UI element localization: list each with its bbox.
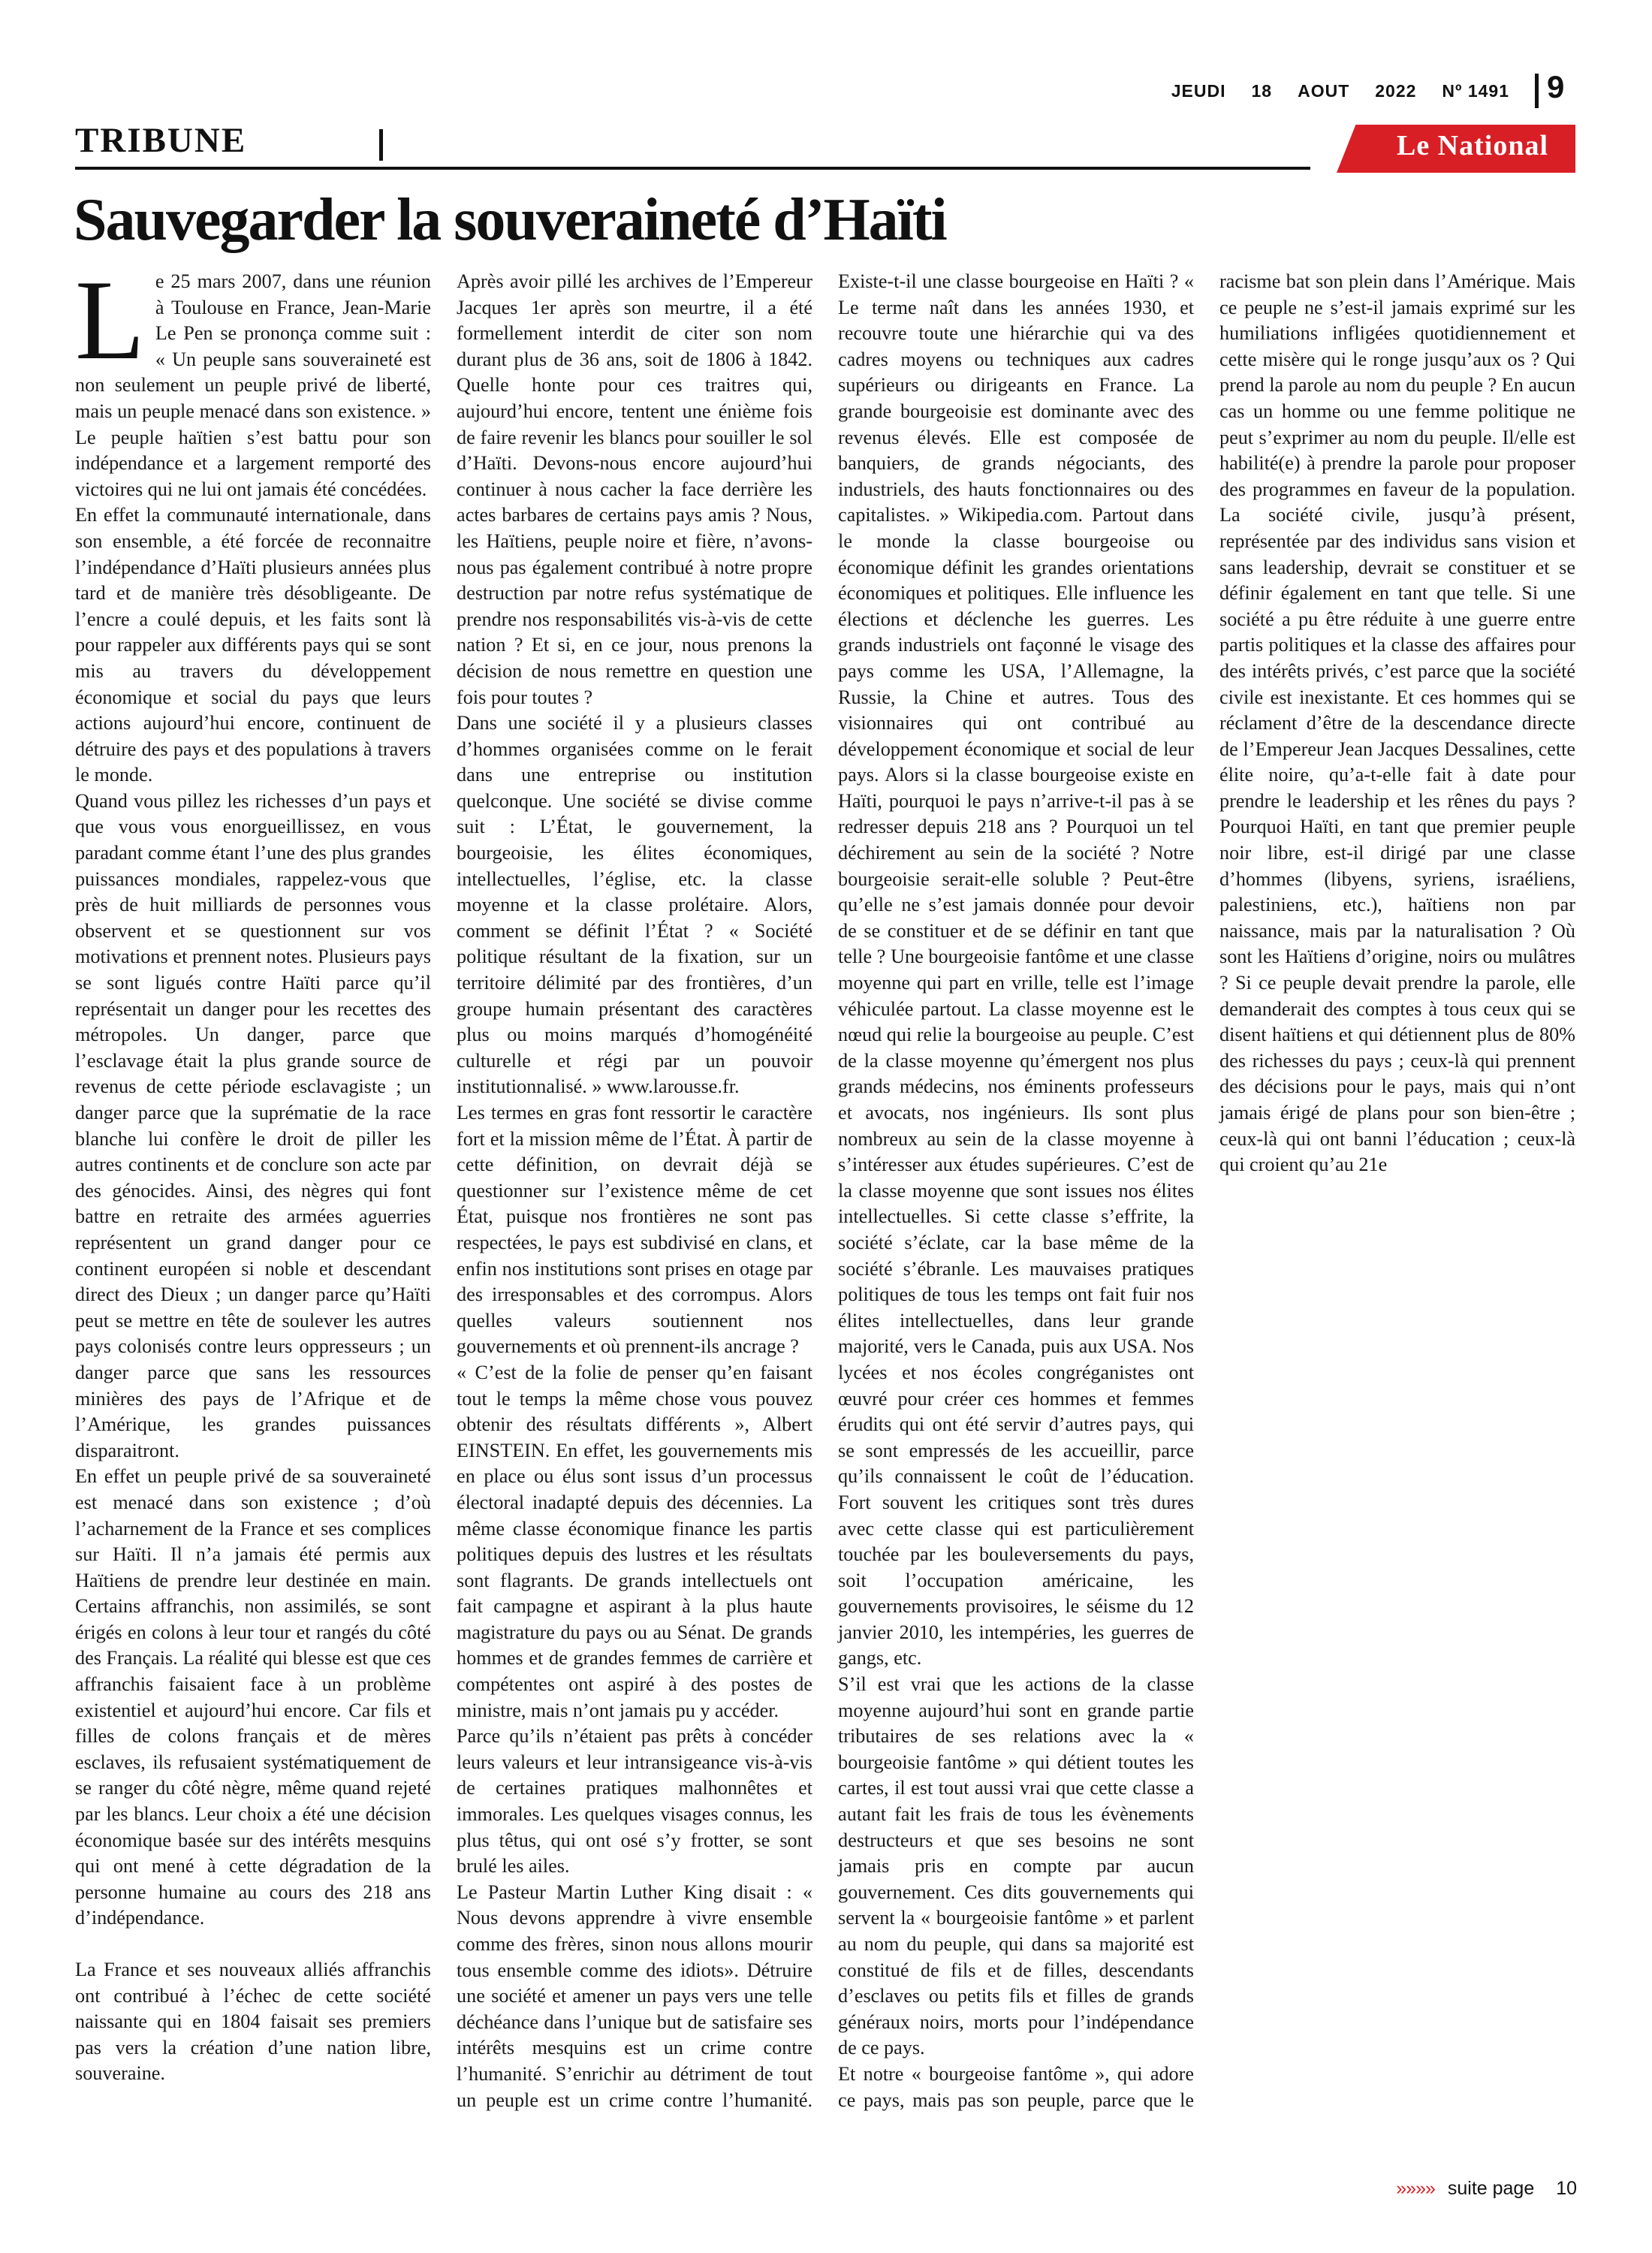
continuation-text: suite page bbox=[1447, 2178, 1535, 2199]
article-paragraph: Le Pasteur Martin Luther King disait : « Nous devons apprendre à vivre ensemble comme des frères, sinon nous allons mourir tous ensemble comme des idiots». Détruire une société et amener un pays vers une telle déchéance dans l’unique but de satisfaire ses intérêts mesquins est un crime contre l’humanité. S’enrichir au détriment de tout un peuple est un crime contre l’humanité. Existe-t-il une classe bourgeoise en Haïti ? « Le terme naît dans les années 1930, et recouvre toute une hiérarchie qui va des cadres moyens ou techniques aux cadres supérieurs ou dirigeants en France. La grande bourgeoisie est dominante avec des revenus élevés. Elle est composée de banquiers, de grands négociants, des industriels, des hauts fonctionnaires ou des capitalistes. » Wikipedia.com. Partout dans le monde la classe bourgeoise ou économique définit les grandes orientations économiques et politiques. Elle influence les élections et déclenche les guerres. Les grands industriels ont façonné le visage des pays comme les USA, l’Allemagne, la Russie, la Chine et autres. Tous des visionnaires qui ont contribué au développement économique et social de leur pays. Alors si la classe bourgeoise existe en Haïti, pourquoi le pays n’arrive-t-il pas à se redresser depuis 218 ans ? Pourquoi un tel déchirement au sein de la société ? Notre bourgeoisie serait-elle soluble ? Peut-être qu’elle ne s’est jamais donnée pour devoir de se constituer et de se définir en tant que telle ? Une bourgeoisie fantôme et une classe moyenne qui part en vrille, telle est l’image véhiculée partout. La classe moyenne est le nœud qui relie la bourgeoise au peuple. C’est de la classe moyenne qu’émergent nos plus grands médecins, nos éminents professeurs et avocats, nos ingénieurs. Ils sont plus nombreux au sein de la classe moyenne à s’intéresser aux études supérieures. C’est de la classe moyenne que sont issues nos élites intellectuelles. Si cette classe s’effrite, la société s’éclate, car la base même de la société s’ébranle. Les mauvaises pratiques politiques de tous les temps ont fait fuir nos élites intellectuelles, dans leur grande majorité, vers le Canada, puis aux USA. Nos lycées et nos écoles congréganistes ont œuvré pour créer ces hommes et femmes érudits qui ont été servir d’autres pays, qui se sont empressés de les accueillir, parce qu’ils connaissent le coût de l’éducation. Fort souvent les critiques sont très dures avec cette classe qui est particulièrement touchée par les bouleversements du pays, soit l’occupation américaine, les gouvernements provisoires, le séisme du 12 janvier 2010, les intempéries, les guerres de gangs, etc. bbox=[457, 270, 1194, 2111]
article-paragraph: S’il est vrai que les actions de la classe moyenne aujourd’hui sont en grande partie tributaires de ses relations avec la « bourgeoisie fantôme » qui détient toutes les cartes, il est tout aussi vrai que cette classe a autant fait les frais de tous les évènements destructeurs et que ses besoins ne sont jamais pris en compte par aucun gouvernement. Ces dits gouvernements qui servent la « bourgeoisie fantôme » et parlent au nom du peuple, qui dans sa majorité est constitué de fils et de filles, descendants d’esclaves ou petits fils et filles de grands généraux noirs, morts pour l’indépendance de ce pays. bbox=[838, 1673, 1194, 2059]
article-paragraph bbox=[75, 257, 431, 502]
paragraph-text: e 25 mars 2007, dans une réunion à Toulouse en France, Jean-Marie Le Pen se prononça comme suit : « Un peuple sans souveraineté est non seulement un peuple privé de liberté, mais un peuple menacé dans son existence. » Le peuple haïtien s’est battu pour son indépendance et a largement remporté des victoires qui ne lui ont jamais été concédées. bbox=[75, 270, 431, 500]
article-paragraph: Parce qu’ils n’étaient pas prêts à concéder leurs valeurs et leur intransigeance vis-à-vis de certaines pratiques malhonnêtes et immorales. Les quelques visages connus, les plus têtus, qui ont osé s’y frotter, se sont brulé les ailes. bbox=[457, 1725, 812, 1878]
drop-cap: L bbox=[75, 257, 145, 383]
page-number-divider bbox=[1535, 74, 1539, 108]
article-paragraph: Les termes en gras font ressortir le caractère fort et la mission même de l’État. À partir de cette définition, on devrait déjà se questionner sur l’existence même de cet État, puisque nos frontières ne sont pas respectées, le pays est subdivisé en clans, et enfin nos institutions sont prises en otage par des irresponsables et des corrompus. Alors quelles valeurs soutiennent nos gouvernements et où prennent-ils ancrage ? bbox=[457, 1102, 812, 1358]
article-paragraph: Dans une société il y a plusieurs classes d’hommes organisées comme on le ferait dans une entreprise ou institution quelconque. Une société se divise comme suit : L’État, le gouvernement, la bourgeoisie, les élites économiques, intellectuelles, l’église, etc. la classe moyenne et la classe prolétaire. Alors, comment se définit l’État ? « Société politique résultant de la fixation, sur un territoire délimité par des frontières, d’un groupe humain présentant des caractères plus ou moins marqués d’homogénéité culturelle et régi par un pouvoir institutionnalisé. » www.larousse.fr. bbox=[457, 712, 812, 1098]
article-paragraph: Après avoir pillé les archives de l’Empereur Jacques 1er après son meurtre, il a été formellement interdit de citer son nom durant plus de 36 ans, soit de 1806 à 1842. Quelle honte pour ces traitres qui, aujourd’hui encore, tentent une énième fois de faire revenir les blancs pour souiller le sol d’Haïti. Devons-nous encore aujourd’hui continuer à nous cacher la face derrière les actes barbares de certains pays amis ? Nous, les Haïtiens, peuple noire et fière, n’avons-nous pas également contribué à notre propre destruction par notre refus systématique de prendre nos responsabilités vis-à-vis de cette nation ? Et si, en ce jour, nous prenons la décision de nous remettre en question une fois pour toutes ? bbox=[457, 270, 812, 708]
issue-info bbox=[1171, 81, 1509, 101]
section-label: TRIBUNE bbox=[75, 121, 247, 160]
article-title: Sauvegarder la souveraineté d’Haïti bbox=[74, 187, 946, 253]
continuation-page: 10 bbox=[1556, 2178, 1577, 2199]
issue-date: 18 bbox=[1251, 81, 1273, 101]
newspaper-brand: Le National bbox=[1396, 130, 1549, 161]
article-paragraph: En effet la communauté internationale, dans son ensemble, a été forcée de reconnaitre l’indépendance d’Haïti plusieurs années plus tard et de manière très désobligeante. De l’encre a coulé depuis, et les faits sont là pour rappeler aux différents pays qui se sont mis au travers du développement économique et social du pays que leurs actions aujourd’hui encore, continuent de détruire des pays et des populations à travers le monde. bbox=[75, 504, 431, 786]
issue-day: JEUDI bbox=[1171, 81, 1226, 101]
issue-month: AOUT bbox=[1298, 81, 1350, 101]
issue-number: Nº 1491 bbox=[1442, 81, 1509, 101]
issue-year: 2022 bbox=[1375, 81, 1417, 101]
header-rule bbox=[75, 167, 1310, 170]
article-paragraph: Et notre « bourgeoise fantôme », qui adore ce pays, mais pas son peuple, parce que le racisme bat son plein dans l’Amérique. Mais ce peuple ne s’est-il jamais exprimé sur les humiliations infligées quotidiennement et cette misère qui le ronge jusqu’aux os ? Qui prend la parole au nom du peuple ? En aucun cas un homme ou une femme politique ne peut s’exprimer au nom du peuple. Il/elle est habilité(e) à prendre la parole pour proposer des programmes en faveur de la population. La société civile, jusqu’à présent, représentée par des individus sans vision et sans leadership, devrait se constituer et se définir également en tant que telle. Si une société a pu être réduite à une guerre entre partis politiques et la classe des affaires pour des intérêts privés, c’est parce que la société civile est inexistante. Et ces hommes qui se réclament d’être de la descendance directe de l’Empereur Jean Jacques Dessalines, cette élite noire, qu’a-t-elle fait à date pour prendre le leadership et les rênes du pays ? Pourquoi Haïti, en tant que premier peuple noir libre, est-il dirigé par une classe d’hommes (libyens, syriens, israéliens, palestiniens, etc.), haïtiens non par naissance, mais par la naturalisation ? Où sont les Haïtiens d’origine, noirs ou mulâtres ? Si ce peuple devait prendre la parole, elle demanderait des comptes à tous ceux qui se disent haïtiens et qui détiennent plus de 80% des richesses du pays ; ceux-là qui prennent des décisions pour le pays, mais qui n’ont jamais érigé de plans pour son bien-être ; ceux-là qui ont banni l’éducation ; ceux-là qui croient qu’au 21e bbox=[838, 270, 1575, 2111]
section-divider bbox=[379, 129, 383, 161]
article-paragraph: « C’est de la folie de penser qu’en faisant tout le temps la même chose vous pouvez obtenir des résultats différents », Albert EINSTEIN. En effet, les gouvernements mis en place ou élus sont issus d’un processus électoral inadapté depuis des décennies. La même classe économique finance les partis politiques depuis des lustres et les résultats sont flagrants. De grands intellectuels ont fait campagne et aspirant à la plus haute magistrature du pays ou au Sénat. De grands hommes et de grandes femmes de carrière et compétentes ont aspiré à des postes de ministre, mais n’ont jamais pu y accéder. bbox=[457, 1361, 812, 1721]
chevrons-icon: »»»» bbox=[1396, 2178, 1435, 2199]
page-number: 9 bbox=[1547, 69, 1565, 104]
continuation-link[interactable] bbox=[1396, 2178, 1577, 2200]
article-paragraph: La France et ses nouveaux alliés affranchis ont contribué à l’échec de cette société naissante qui en 1804 faisait ses premiers pas vers la création d’une nation libre, souveraine. bbox=[75, 1959, 431, 2085]
article-paragraph: En effet un peuple privé de sa souveraineté est menacé dans son existence ; d’où l’acharnement de la France et ses complices sur Haïti. Il n’a jamais été permis aux Haïtiens de prendre leur destinée en main. Certains affranchis, non assimilés, se sont érigés en colons à leur tour et rangés du côté des Français. La réalité qui blesse est que ces affranchis faisaient face à un problème existentiel et aujourd’hui encore. Car fils et filles de colons français et de mères esclaves, ils refusaient systématiquement de se ranger du côté nègre, même quand rejeté par les blancs. Leur choix a été une décision économique basée sur des intérêts mesquins qui ont mené à cette dégradation de la personne humaine au cours des 218 ans d’indépendance. bbox=[75, 1465, 431, 1929]
article-paragraph: Quand vous pillez les richesses d’un pays et que vous vous enorgueillissez, en vous paradant comme étant l’une des plus grandes puissances mondiales, rappelez-vous que près de huit milliards de personnes vous observent et se questionnent sur vos motivations et prennent notes. Plusieurs pays se sont ligués contre Haïti parce qu’il représentait un danger pour les recettes des métropoles. Un danger, parce que l’esclavage était la plus grande source de revenus de cette période esclavagiste ; un danger parce que la suprématie de la race blanche lui confère le droit de piller les autres continents et de conclure son acte par des génocides. Ainsi, des nègres qui font battre en retraite des armées aguerries représentent un grand danger pour ce continent européen si noble et descendant direct des Dieux ; un danger parce qu’Haïti peut se mettre en tête de soulever les autres pays colonisés contre leurs oppresseurs ; un danger parce que sans les ressources minières des pays de l’Afrique et de l’Amérique, les grandes puissances disparaitront. bbox=[75, 789, 431, 1461]
article-body bbox=[75, 257, 1575, 2116]
